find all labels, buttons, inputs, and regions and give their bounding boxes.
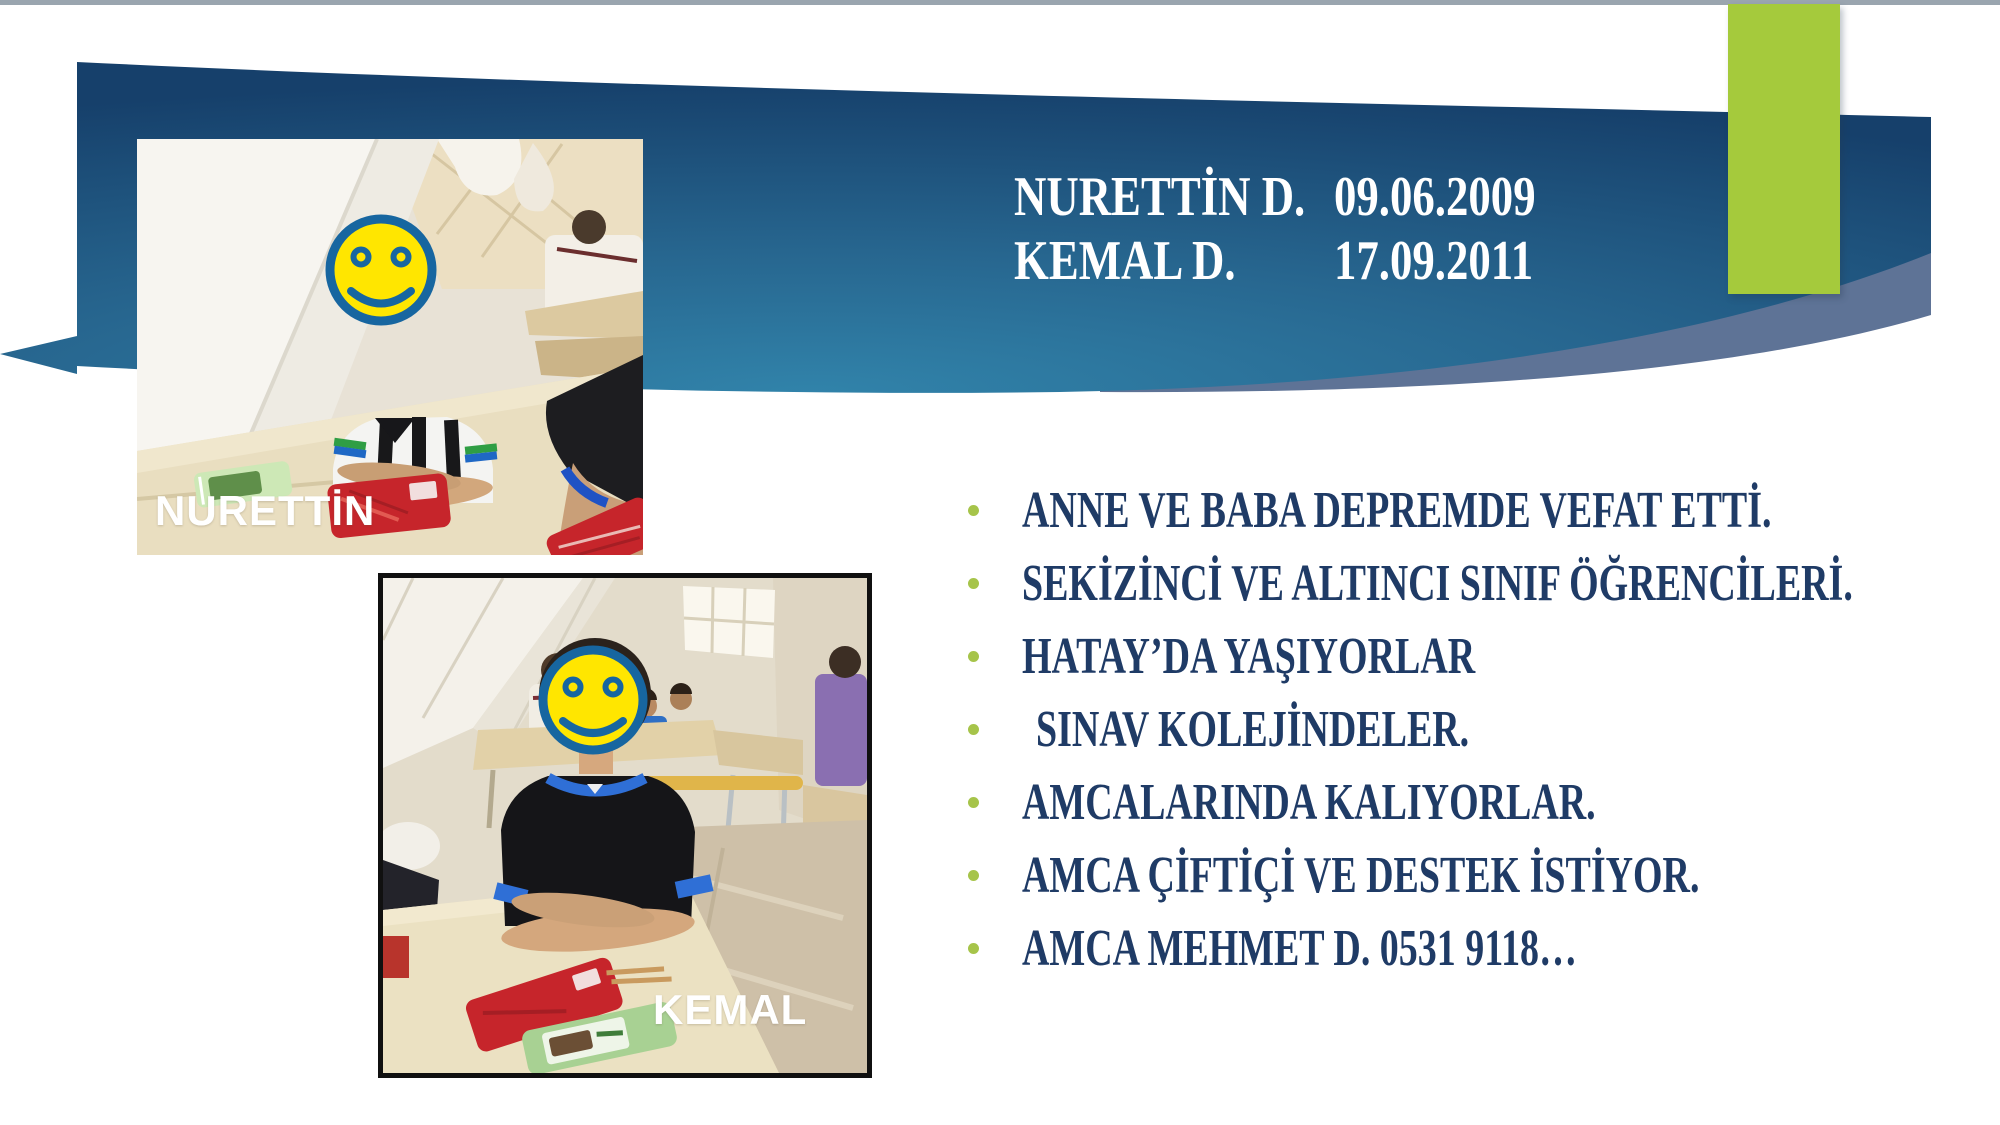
bullet-text: AMCALARINDA KALIYORLAR. — [1022, 774, 1596, 831]
bullet-dot-icon — [968, 578, 979, 589]
person-birthdate: 17.09.2011 — [1334, 230, 1534, 292]
bullet-item — [968, 620, 2000, 693]
bullet-text: AMCA MEHMET D. 0531 9118… — [1022, 920, 1578, 977]
bullet-item — [968, 474, 2000, 547]
bullet-text: AMCA ÇİFTİÇİ VE DESTEK İSTİYOR. — [1022, 847, 1700, 904]
bullet-dot-icon — [968, 797, 979, 808]
bullet-item — [968, 912, 2000, 985]
bullet-list — [968, 474, 2000, 985]
bullet-item — [968, 839, 2000, 912]
person-birthdate: 09.06.2009 — [1334, 166, 1536, 228]
bullet-text: ANNE VE BABA DEPREMDE VEFAT ETTİ. — [1022, 482, 1772, 539]
bullet-item — [968, 766, 2000, 839]
bullet-dot-icon — [968, 724, 979, 735]
photo-label: KEMAL — [653, 986, 808, 1033]
bullet-text: HATAY’DA YAŞIYORLAR — [1022, 628, 1476, 685]
bullet-dot-icon — [968, 943, 979, 954]
person-name: KEMAL D. — [1014, 230, 1236, 292]
bullet-dot-icon — [968, 870, 979, 881]
bullet-item — [968, 547, 2000, 620]
bullet-text: SEKİZİNCİ VE ALTINCI SINIF ÖĞRENCİLERİ. — [1022, 555, 1853, 612]
bullet-dot-icon — [968, 651, 979, 662]
header-row — [1014, 165, 1536, 229]
photo-kemal — [378, 573, 872, 1078]
photo-label: NURETTİN — [155, 487, 376, 534]
header-names-dates — [1014, 165, 1536, 293]
photo-nurettin — [137, 139, 643, 555]
bullet-item — [968, 693, 2000, 766]
bullet-dot-icon — [968, 505, 979, 516]
person-name: NURETTİN D. — [1014, 166, 1306, 228]
header-row — [1014, 229, 1536, 293]
student-purple — [815, 674, 867, 786]
bullet-text: SINAV KOLEJİNDELER. — [1036, 701, 1470, 758]
smiley-face-icon — [330, 219, 432, 321]
accent-rectangle — [1728, 4, 1840, 294]
tent-window — [683, 586, 775, 658]
smiley-face-icon — [543, 650, 643, 750]
